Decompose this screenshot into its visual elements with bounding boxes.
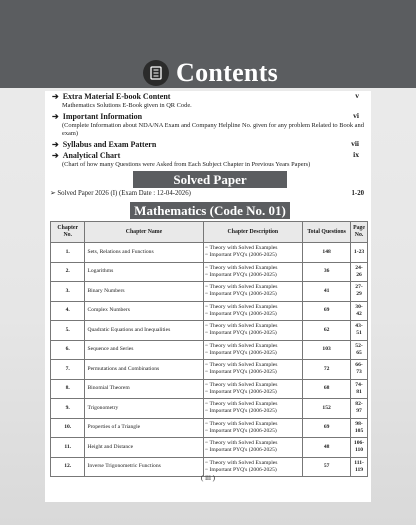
description-line: ▫ Theory with Solved Examples bbox=[206, 304, 301, 311]
entry-title: Syllabus and Exam Pattern bbox=[62, 140, 157, 149]
page-range: 52-65 bbox=[351, 340, 368, 360]
total-questions: 68 bbox=[303, 379, 351, 399]
chapter-name: Inverse Trigonometric Functions bbox=[85, 457, 203, 477]
total-questions: 103 bbox=[303, 340, 351, 360]
entry-subtitle: (Complete Information about NDA/NA Exam and Company Helpline No. given for any problem Related to Book and exam) bbox=[62, 122, 364, 137]
description-line: ▫ Important PYQ's (2006-2025) bbox=[206, 311, 301, 318]
chapter-number: 7. bbox=[51, 360, 85, 380]
arrow-icon: ➔ bbox=[52, 112, 59, 121]
arrow-icon: ➔ bbox=[52, 92, 59, 101]
description-line: ▫ Theory with Solved Examples bbox=[206, 382, 301, 389]
table-row bbox=[51, 418, 368, 438]
total-questions: 152 bbox=[303, 399, 351, 419]
solved-paper-item: Solved Paper 2026 (I) (Exam Date : 12-04-2026) bbox=[57, 190, 191, 197]
description-line: ▫ Important PYQ's (2006-2025) bbox=[206, 369, 301, 376]
entry-title: Important Information bbox=[62, 112, 143, 121]
triangle-bullet-icon: ➢ bbox=[50, 190, 58, 197]
page-range: 111-119 bbox=[351, 457, 368, 477]
page-range: 27-29 bbox=[351, 282, 368, 302]
solved-paper-row bbox=[50, 189, 368, 198]
entry-page: vi bbox=[353, 111, 359, 120]
table-row bbox=[51, 321, 368, 341]
column-header: Total Questions bbox=[303, 222, 351, 243]
mathematics-heading: Mathematics (Code No. 01) bbox=[130, 202, 290, 219]
solved-paper-heading: Solved Paper bbox=[133, 171, 287, 188]
table-row bbox=[51, 282, 368, 302]
chapter-description bbox=[203, 379, 303, 399]
description-line: ▫ Important PYQ's (2006-2025) bbox=[206, 252, 301, 259]
chapter-number: 10. bbox=[51, 418, 85, 438]
chapter-number: 4. bbox=[51, 301, 85, 321]
chapter-description bbox=[203, 243, 303, 263]
description-line: ▫ Theory with Solved Examples bbox=[206, 460, 301, 467]
column-header: Chapter Description bbox=[203, 222, 303, 243]
title-block bbox=[143, 56, 278, 90]
chapter-name: Height and Distance bbox=[85, 438, 203, 458]
entry-page: v bbox=[355, 91, 359, 100]
total-questions: 48 bbox=[303, 438, 351, 458]
table-row bbox=[51, 262, 368, 282]
total-questions: 57 bbox=[303, 457, 351, 477]
book-icon bbox=[143, 60, 169, 86]
chapter-name: Binary Numbers bbox=[85, 282, 203, 302]
table-row bbox=[51, 399, 368, 419]
chapter-number: 8. bbox=[51, 379, 85, 399]
chapter-description bbox=[203, 340, 303, 360]
chapter-number: 2. bbox=[51, 262, 85, 282]
chapter-description bbox=[203, 301, 303, 321]
page-range: 66-73 bbox=[351, 360, 368, 380]
chapter-number: 11. bbox=[51, 438, 85, 458]
description-line: ▫ Theory with Solved Examples bbox=[206, 323, 301, 330]
description-line: ▫ Important PYQ's (2006-2025) bbox=[206, 467, 301, 474]
total-questions: 62 bbox=[303, 321, 351, 341]
description-line: ▫ Theory with Solved Examples bbox=[206, 245, 301, 252]
page-number: ( iii ) bbox=[201, 474, 215, 482]
column-header: Chapter No. bbox=[51, 222, 85, 243]
chapter-description bbox=[203, 321, 303, 341]
entry-subtitle: (Chart of how many Questions were Asked from Each Subject Chapter in Previous Years Papers) bbox=[62, 161, 311, 168]
chapter-description bbox=[203, 282, 303, 302]
description-line: ▫ Theory with Solved Examples bbox=[206, 401, 301, 408]
entry-title: Analytical Chart bbox=[62, 151, 121, 160]
chapter-description bbox=[203, 418, 303, 438]
chapter-name: Logarithms bbox=[85, 262, 203, 282]
total-questions: 41 bbox=[303, 282, 351, 302]
page-range: 30-42 bbox=[351, 301, 368, 321]
description-line: ▫ Theory with Solved Examples bbox=[206, 362, 301, 369]
chapter-description bbox=[203, 360, 303, 380]
entry-page: ix bbox=[353, 150, 359, 159]
entry-analytical-chart bbox=[52, 151, 367, 169]
entry-page: vii bbox=[351, 139, 359, 148]
chapter-description bbox=[203, 262, 303, 282]
description-line: ▫ Important PYQ's (2006-2025) bbox=[206, 428, 301, 435]
description-line: ▫ Theory with Solved Examples bbox=[206, 343, 301, 350]
description-line: ▫ Important PYQ's (2006-2025) bbox=[206, 330, 301, 337]
page-range: 24-26 bbox=[351, 262, 368, 282]
table-header-row bbox=[51, 222, 368, 243]
column-header: Page No. bbox=[351, 222, 368, 243]
total-questions: 148 bbox=[303, 243, 351, 263]
description-line: ▫ Important PYQ's (2006-2025) bbox=[206, 350, 301, 357]
page-range: 1-23 bbox=[351, 243, 368, 263]
total-questions: 72 bbox=[303, 360, 351, 380]
chapter-name: Trigonometry bbox=[85, 399, 203, 419]
page-range: 106-110 bbox=[351, 438, 368, 458]
column-header: Chapter Name bbox=[85, 222, 203, 243]
chapter-name: Quadratic Equations and Inequalities bbox=[85, 321, 203, 341]
chapter-number: 5. bbox=[51, 321, 85, 341]
arrow-icon: ➔ bbox=[52, 140, 59, 149]
chapter-name: Binomial Theorem bbox=[85, 379, 203, 399]
solved-paper-page: 1-20 bbox=[351, 190, 364, 197]
total-questions: 69 bbox=[303, 418, 351, 438]
description-line: ▫ Important PYQ's (2006-2025) bbox=[206, 389, 301, 396]
chapter-name: Permutations and Combinations bbox=[85, 360, 203, 380]
chapter-name: Sets, Relations and Functions bbox=[85, 243, 203, 263]
chapter-number: 12. bbox=[51, 457, 85, 477]
description-line: ▫ Important PYQ's (2006-2025) bbox=[206, 408, 301, 415]
entry-extra-material bbox=[52, 92, 367, 110]
description-line: ▫ Important PYQ's (2006-2025) bbox=[206, 447, 301, 454]
chapter-number: 3. bbox=[51, 282, 85, 302]
chapter-description bbox=[203, 399, 303, 419]
chapter-number: 1. bbox=[51, 243, 85, 263]
page-range: 98-105 bbox=[351, 418, 368, 438]
page-range: 74-81 bbox=[351, 379, 368, 399]
total-questions: 36 bbox=[303, 262, 351, 282]
description-line: ▫ Theory with Solved Examples bbox=[206, 284, 301, 291]
table-row bbox=[51, 243, 368, 263]
table-row bbox=[51, 360, 368, 380]
description-line: ▫ Important PYQ's (2006-2025) bbox=[206, 272, 301, 279]
table-row bbox=[51, 379, 368, 399]
chapter-name: Complex Numbers bbox=[85, 301, 203, 321]
chapter-number: 6. bbox=[51, 340, 85, 360]
table-row bbox=[51, 301, 368, 321]
table-row bbox=[51, 340, 368, 360]
arrow-icon: ➔ bbox=[52, 151, 59, 160]
table-row bbox=[51, 438, 368, 458]
chapter-name: Properties of a Triangle bbox=[85, 418, 203, 438]
page-title: Contents bbox=[176, 58, 279, 87]
entry-title: Extra Material E-book Content bbox=[62, 92, 171, 101]
description-line: ▫ Theory with Solved Examples bbox=[206, 265, 301, 272]
table-body bbox=[51, 243, 368, 477]
page-range: 82-97 bbox=[351, 399, 368, 419]
page-range: 43-51 bbox=[351, 321, 368, 341]
entry-syllabus bbox=[52, 140, 367, 150]
entry-important-information bbox=[52, 112, 367, 137]
total-questions: 69 bbox=[303, 301, 351, 321]
chapter-name: Sequence and Series bbox=[85, 340, 203, 360]
chapter-description bbox=[203, 438, 303, 458]
description-line: ▫ Important PYQ's (2006-2025) bbox=[206, 291, 301, 298]
description-line: ▫ Theory with Solved Examples bbox=[206, 421, 301, 428]
chapter-number: 9. bbox=[51, 399, 85, 419]
chapter-table bbox=[50, 221, 368, 477]
entry-subtitle: Mathematics Solutions E-Book given in QR Code. bbox=[62, 102, 192, 109]
description-line: ▫ Theory with Solved Examples bbox=[206, 440, 301, 447]
